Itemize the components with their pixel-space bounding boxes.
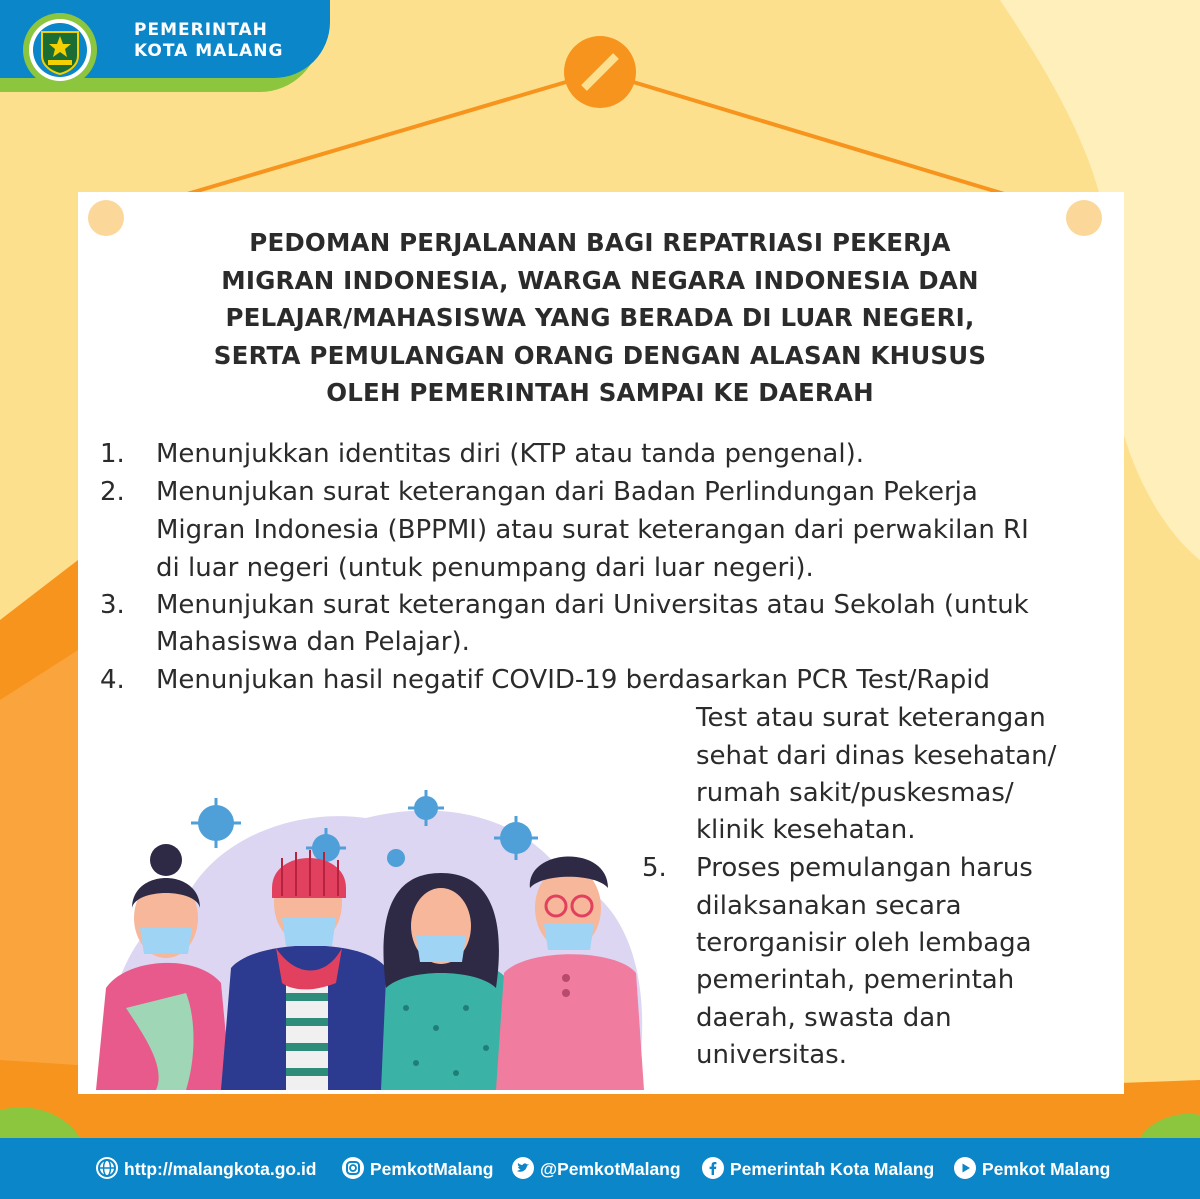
- title-line: MIGRAN INDONESIA, WARGA NEGARA INDONESIA DAN: [221, 265, 979, 295]
- list-text-line: Test atau surat keterangan: [696, 703, 1046, 733]
- list-text-line: Proses pemulangan harus: [696, 853, 1033, 883]
- footer-instagram-link[interactable]: [342, 1157, 494, 1181]
- masked-people-illustration: [96, 778, 656, 1090]
- footer-website-link[interactable]: [96, 1157, 317, 1181]
- organization-name-line1: PEMERINTAH: [134, 20, 268, 40]
- list-text-line: di luar negeri (untuk penumpang dari luar negeri).: [156, 553, 814, 583]
- facebook-icon: [702, 1157, 724, 1179]
- title-line: SERTA PEMULANGAN ORANG DENGAN ALASAN KHUSUS: [213, 340, 987, 370]
- list-text-line: universitas.: [696, 1040, 847, 1070]
- footer-youtube-link[interactable]: [954, 1157, 1110, 1181]
- title-line: OLEH PEMERINTAH SAMPAI KE DAERAH: [326, 378, 874, 407]
- instagram-icon: [342, 1157, 364, 1179]
- twitter-icon: [512, 1157, 534, 1179]
- youtube-icon: [954, 1157, 976, 1179]
- organization-name-line2: KOTA MALANG: [134, 41, 284, 61]
- poster-title: [120, 224, 1080, 412]
- list-number: 3.: [100, 590, 125, 620]
- list-text-line: Menunjukan surat keterangan dari Badan Perlindungan Pekerja: [156, 477, 978, 507]
- list-text-line: pemerintah, pemerintah: [696, 965, 1015, 995]
- list-text-line: dilaksanakan secara: [696, 891, 962, 921]
- footer-youtube-label: Pemkot Malang: [982, 1159, 1111, 1179]
- list-number: 4.: [100, 665, 125, 695]
- footer-twitter-link[interactable]: [512, 1157, 681, 1181]
- list-text-line: daerah, swasta dan: [696, 1003, 952, 1033]
- list-text-line: rumah sakit/puskesmas/: [696, 778, 1014, 808]
- list-number: 2.: [100, 477, 125, 507]
- kota-malang-crest-icon: [22, 12, 98, 88]
- organization-name: [134, 20, 283, 62]
- list-number: 5.: [642, 853, 667, 883]
- list-text-line: Menunjukan hasil negatif COVID-19 berdasarkan PCR Test/Rapid: [156, 665, 991, 695]
- list-number: 1.: [100, 439, 125, 469]
- list-text-line: terorganisir oleh lembaga: [696, 928, 1032, 958]
- globe-icon: [96, 1157, 118, 1179]
- footer-instagram-label: PemkotMalang: [370, 1159, 494, 1179]
- title-line: PEDOMAN PERJALANAN BAGI REPATRIASI PEKERJA: [249, 228, 951, 257]
- title-line: PELAJAR/MAHASISWA YANG BERADA DI LUAR NEGERI,: [225, 303, 975, 332]
- list-text-line: Migran Indonesia (BPPMI) atau surat keterangan dari perwakilan RI: [156, 515, 1029, 545]
- list-text-line: klinik kesehatan.: [696, 815, 916, 845]
- footer-twitter-label: @PemkotMalang: [540, 1159, 681, 1179]
- footer-facebook-link[interactable]: [702, 1157, 934, 1181]
- list-text-line: Menunjukan surat keterangan dari Universitas atau Sekolah (untuk: [156, 590, 1029, 620]
- hanger-hook-icon: [562, 34, 638, 110]
- left-pin-icon: [88, 200, 124, 236]
- list-text-line: Menunjukkan identitas diri (KTP atau tanda pengenal).: [156, 439, 864, 469]
- list-text-line: Mahasiswa dan Pelajar).: [156, 627, 470, 657]
- footer-facebook-label: Pemerintah Kota Malang: [730, 1159, 935, 1179]
- footer-website-label: http://malangkota.go.id: [124, 1159, 317, 1179]
- list-text-line: sehat dari dinas kesehatan/: [696, 741, 1057, 771]
